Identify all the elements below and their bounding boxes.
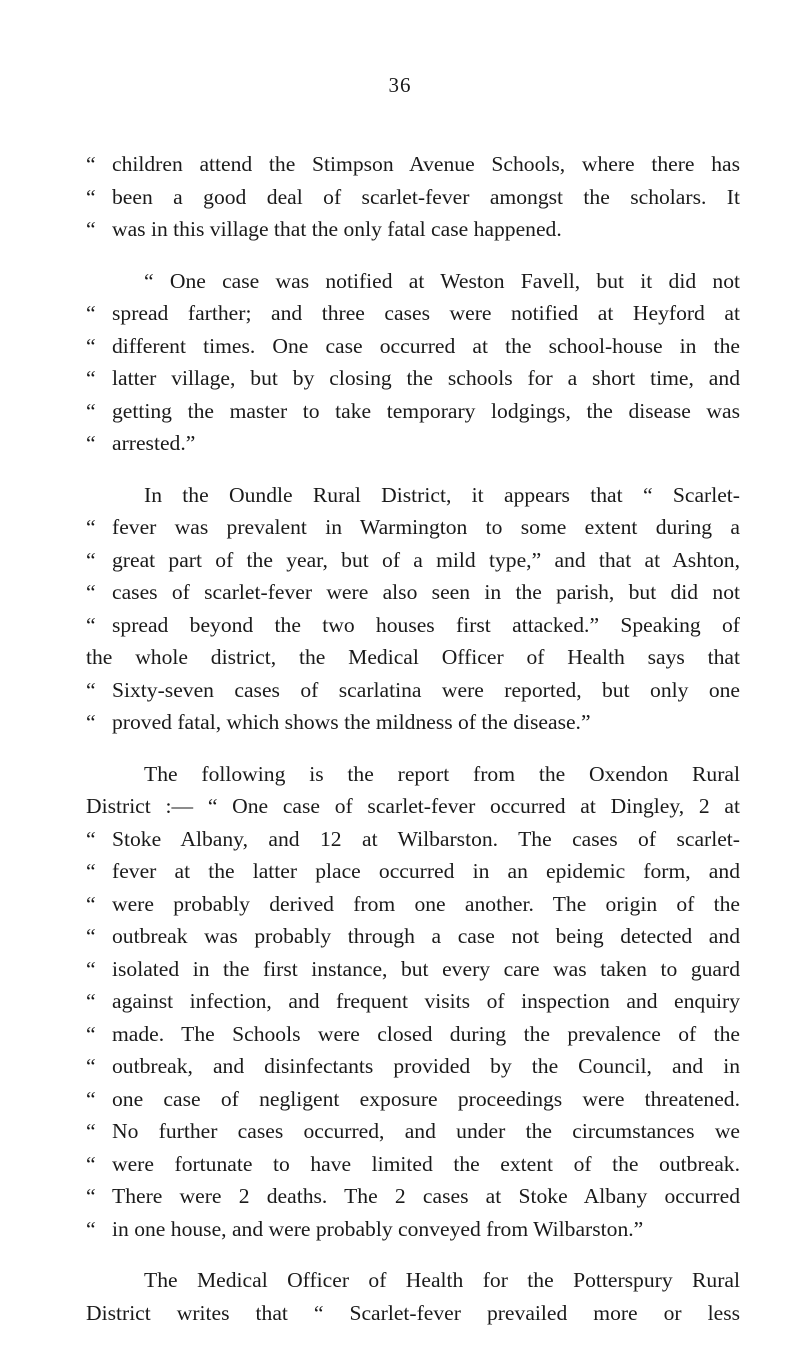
quote-mark: “ (86, 184, 96, 209)
text-line (86, 1050, 740, 1083)
quote-mark: “ (86, 515, 96, 539)
line-text: was in this village that the only fatal case happened. (112, 217, 562, 241)
quote-mark: “ (86, 1151, 96, 1176)
line-text: In the Oundle Rural District, it appears that “ Scarlet- (144, 482, 740, 507)
text-line (86, 297, 740, 330)
line-text: No further cases occurred, and under the circumstances we (112, 1119, 740, 1143)
paragraph (86, 265, 740, 460)
line-text: made. The Schools were closed during the prevalence of the (112, 1021, 740, 1046)
quote-mark: “ (86, 710, 96, 734)
quote-mark: “ (86, 826, 96, 851)
line-text: outbreak was probably through a case not being detected and (112, 924, 740, 948)
quote-mark: “ (86, 612, 96, 637)
text-line (86, 1297, 740, 1330)
quote-mark: “ (86, 431, 96, 455)
quote-mark: “ (86, 333, 96, 358)
quote-mark: “ (86, 1054, 96, 1078)
text-line (86, 953, 740, 986)
text-line (86, 427, 740, 460)
line-text: against infection, and frequent visits of inspection and enquiry (112, 989, 740, 1013)
line-text: getting the master to take temporary lodgings, the disease was (112, 398, 740, 423)
line-text: were probably derived from one another. The origin of the (112, 891, 740, 916)
text-line (86, 985, 740, 1018)
line-text: There were 2 deaths. The 2 cases at Stoke Albany occurred (112, 1184, 740, 1208)
line-text: “ One case was notified at Weston Favell, but it did not (144, 268, 740, 293)
line-text: latter village, but by closing the schools for a short time, and (112, 366, 740, 390)
line-text: spread beyond the two houses first attacked.” Speaking of (112, 612, 740, 637)
line-text: District :— “ One case of scarlet-fever occurred at Dingley, 2 at (86, 794, 740, 818)
quote-mark: “ (86, 891, 96, 916)
text-line (86, 181, 740, 214)
text-line (86, 330, 740, 363)
text-line (86, 511, 740, 544)
text-line (86, 790, 740, 823)
text-line (86, 641, 740, 674)
line-text: been a good deal of scarlet-fever amongst the scholars. It (112, 184, 740, 209)
quote-mark: “ (86, 1119, 96, 1143)
text-line (86, 758, 740, 791)
paragraph (86, 1264, 740, 1329)
text-line (86, 609, 740, 642)
text-line (86, 1148, 740, 1181)
line-text: spread farther; and three cases were notified at Heyford at (112, 301, 740, 325)
body-text (86, 148, 740, 1348)
quote-mark: “ (86, 859, 96, 883)
line-text: outbreak, and disinfectants provided by the Council, and in (112, 1054, 740, 1078)
text-line (86, 1083, 740, 1116)
line-text: were fortunate to have limited the extent of the outbreak. (112, 1151, 740, 1176)
line-text: cases of scarlet-fever were also seen in the parish, but did not (112, 580, 740, 604)
quote-mark: “ (86, 989, 96, 1013)
line-text: Stoke Albany, and 12 at Wilbarston. The cases of scarlet- (112, 826, 740, 851)
line-text: children attend the Stimpson Avenue Schools, where there has (112, 152, 740, 176)
text-line (86, 706, 740, 739)
quote-mark: “ (86, 366, 96, 390)
line-text: fever was prevalent in Warmington to some extent during a (112, 515, 740, 539)
quote-mark: “ (86, 956, 96, 981)
line-text: great part of the year, but of a mild type,” and that at Ashton, (112, 547, 740, 572)
line-text: in one house, and were probably conveyed from Wilbarston.” (112, 1216, 644, 1241)
quote-mark: “ (86, 677, 96, 702)
text-line (86, 823, 740, 856)
paragraph (86, 479, 740, 739)
paragraph (86, 758, 740, 1246)
text-line (86, 213, 740, 246)
quote-mark: “ (86, 1216, 96, 1241)
quote-mark: “ (86, 1021, 96, 1046)
text-line (86, 888, 740, 921)
paragraph (86, 148, 740, 246)
quote-mark: “ (86, 547, 96, 572)
text-line (86, 1180, 740, 1213)
quote-mark: “ (86, 301, 96, 325)
line-text: The Medical Officer of Health for the Potterspury Rural (144, 1268, 740, 1292)
text-line (86, 265, 740, 298)
text-line (86, 395, 740, 428)
text-line (86, 1115, 740, 1148)
text-line (86, 479, 740, 512)
line-text: isolated in the first instance, but every care was taken to guard (112, 956, 740, 981)
text-line (86, 148, 740, 181)
line-text: fever at the latter place occurred in an epidemic form, and (112, 859, 740, 883)
line-text: Sixty-seven cases of scarlatina were reported, but only one (112, 677, 740, 702)
text-line (86, 362, 740, 395)
page-number: 36 (388, 73, 412, 97)
text-line (86, 674, 740, 707)
line-text: different times. One case occurred at the school-house in the (112, 333, 740, 358)
line-text: arrested.” (112, 431, 196, 455)
quote-mark: “ (86, 1184, 96, 1208)
quote-mark: “ (86, 217, 96, 241)
text-line (86, 576, 740, 609)
line-text: one case of negligent exposure proceedings were threatened. (112, 1086, 740, 1111)
quote-mark: “ (86, 580, 96, 604)
text-line (86, 544, 740, 577)
text-line (86, 1264, 740, 1297)
text-line (86, 1213, 740, 1246)
line-text: the whole district, the Medical Officer of Health says that (86, 645, 740, 669)
line-text: proved fatal, which shows the mildness of the disease.” (112, 710, 591, 734)
quote-mark: “ (86, 1086, 96, 1111)
quote-mark: “ (86, 398, 96, 423)
quote-mark: “ (86, 924, 96, 948)
text-line (86, 920, 740, 953)
line-text: District writes that “ Scarlet-fever prevailed more or less (86, 1300, 740, 1325)
quote-mark: “ (86, 152, 96, 176)
text-line (86, 1018, 740, 1051)
line-text: The following is the report from the Oxendon Rural (144, 761, 740, 786)
text-line (86, 855, 740, 888)
